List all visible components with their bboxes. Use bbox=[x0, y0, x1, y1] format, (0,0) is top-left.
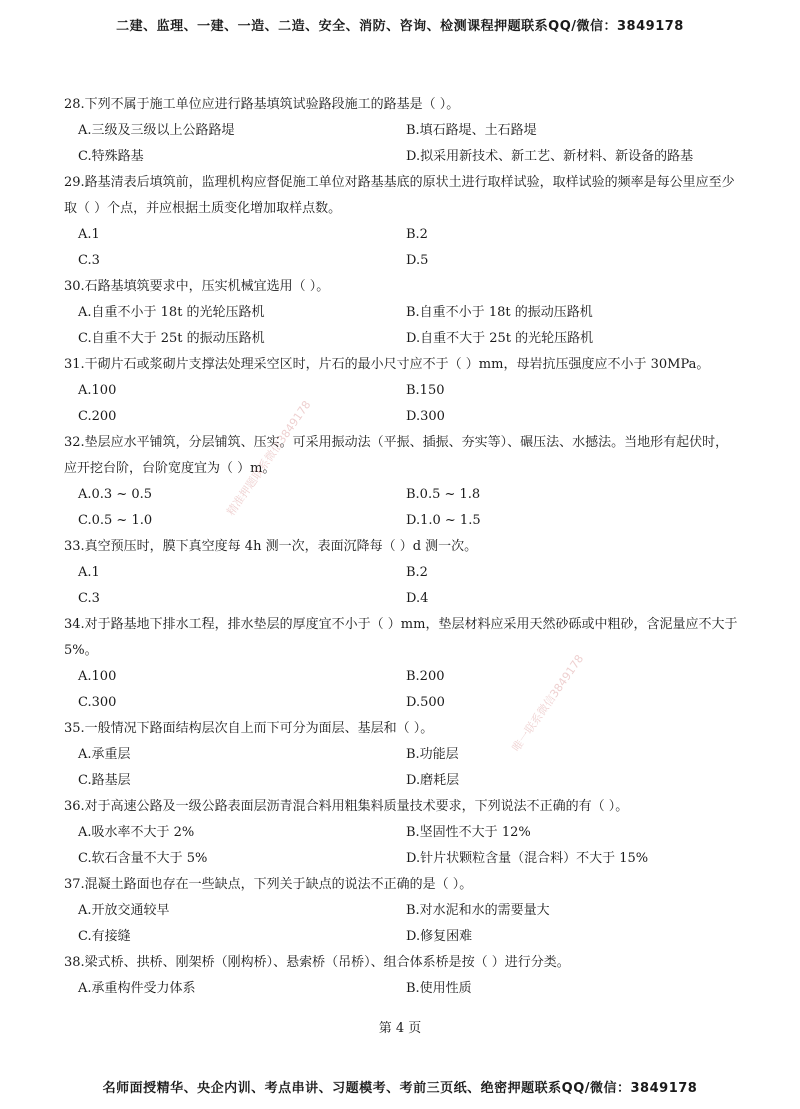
header-banner: 二建、监理、一建、一造、二造、安全、消防、咨询、检测课程押题联系QQ/微信：3849178 bbox=[116, 19, 684, 34]
option-row bbox=[64, 768, 739, 794]
option-c: C.软石含量不大于 5% bbox=[78, 851, 208, 866]
option-c: C.300 bbox=[78, 695, 117, 710]
question-list bbox=[64, 92, 739, 1002]
option-b: B.200 bbox=[406, 669, 445, 684]
option-a: A.0.3 ~ 0.5 bbox=[78, 487, 153, 502]
question-stem: 38.梁式桥、拱桥、刚架桥（刚构桥）、悬索桥（吊桥）、组合体系桥是按（ ）进行分类。 bbox=[64, 955, 570, 970]
option-a: A.100 bbox=[78, 669, 117, 684]
option-d: D.5 bbox=[406, 253, 429, 268]
option-c: C.自重不大于 25t 的振动压路机 bbox=[78, 331, 265, 346]
option-row bbox=[64, 404, 739, 430]
option-d: D.修复困难 bbox=[406, 929, 473, 944]
option-row bbox=[64, 924, 739, 950]
question-30 bbox=[64, 274, 739, 352]
question-35 bbox=[64, 716, 739, 794]
question-stem: 29.路基清表后填筑前，监理机构应督促施工单位对路基基底的原状土进行取样试验，取样试验的频率是每公里应至少取（ ）个点，并应根据土质变化增加取样点数。 bbox=[64, 175, 735, 216]
option-b: B.使用性质 bbox=[406, 981, 472, 996]
option-b: B.对水泥和水的需要量大 bbox=[406, 903, 550, 918]
option-row bbox=[64, 248, 739, 274]
option-a: A.吸水率不大于 2% bbox=[78, 825, 195, 840]
question-31 bbox=[64, 352, 739, 430]
option-row bbox=[64, 664, 739, 690]
footer-banner: 名师面授精华、央企内训、考点串讲、习题模考、考前三页纸、绝密押题联系QQ/微信：3849178 bbox=[102, 1081, 698, 1096]
option-row bbox=[64, 898, 739, 924]
option-c: C.3 bbox=[78, 253, 100, 268]
question-32 bbox=[64, 430, 739, 534]
option-b: B.0.5 ~ 1.8 bbox=[406, 487, 481, 502]
option-d: D.1.0 ~ 1.5 bbox=[406, 513, 481, 528]
option-row bbox=[64, 144, 739, 170]
question-stem: 36.对于高速公路及一级公路表面层沥青混合料用粗集料质量技术要求，下列说法不正确的有（ ）。 bbox=[64, 799, 629, 814]
option-c: C.0.5 ~ 1.0 bbox=[78, 513, 153, 528]
watermark: 精准押题联系微信3849178 bbox=[224, 398, 314, 519]
option-row bbox=[64, 690, 739, 716]
option-d: D.4 bbox=[406, 591, 429, 606]
option-row bbox=[64, 222, 739, 248]
option-a: A.自重不小于 18t 的光轮压路机 bbox=[78, 305, 265, 320]
option-c: C.路基层 bbox=[78, 773, 131, 788]
option-row bbox=[64, 586, 739, 612]
watermark: 唯一联系微信3849178 bbox=[509, 652, 587, 755]
option-row bbox=[64, 742, 739, 768]
option-row bbox=[64, 482, 739, 508]
option-row bbox=[64, 378, 739, 404]
option-row bbox=[64, 118, 739, 144]
question-29 bbox=[64, 170, 739, 274]
question-stem: 33.真空预压时，膜下真空度每 4h 测一次，表面沉降每（ ）d 测一次。 bbox=[64, 539, 478, 554]
option-a: A.承重层 bbox=[78, 747, 131, 762]
option-d: D.自重不大于 25t 的光轮压路机 bbox=[406, 331, 594, 346]
option-d: D.500 bbox=[406, 695, 445, 710]
question-stem: 35.一般情况下路面结构层次自上而下可分为面层、基层和（ ）。 bbox=[64, 721, 434, 736]
option-b: B.坚固性不大于 12% bbox=[406, 825, 531, 840]
option-row bbox=[64, 508, 739, 534]
page-number: 第 4 页 bbox=[378, 1021, 422, 1036]
option-row bbox=[64, 820, 739, 846]
option-b: B.2 bbox=[406, 227, 428, 242]
option-a: A.承重构件受力体系 bbox=[78, 981, 196, 996]
option-row bbox=[64, 976, 739, 1002]
question-stem: 28.下列不属于施工单位应进行路基填筑试验路段施工的路基是（ ）。 bbox=[64, 97, 460, 112]
option-a: A.1 bbox=[78, 227, 100, 242]
option-c: C.特殊路基 bbox=[78, 149, 144, 164]
option-c: C.200 bbox=[78, 409, 117, 424]
question-stem: 31.干砌片石或浆砌片支撑法处理采空区时，片石的最小尺寸应不于（ ）mm，母岩抗压强度应不小于 30MPa。 bbox=[64, 357, 710, 372]
option-d: D.拟采用新技术、新工艺、新材料、新设备的路基 bbox=[406, 149, 694, 164]
option-b: B.150 bbox=[406, 383, 445, 398]
option-a: A.100 bbox=[78, 383, 117, 398]
option-b: B.自重不小于 18t 的振动压路机 bbox=[406, 305, 593, 320]
question-stem: 37.混凝土路面也存在一些缺点，下列关于缺点的说法不正确的是（ ）。 bbox=[64, 877, 473, 892]
option-a: A.开放交通较早 bbox=[78, 903, 170, 918]
option-c: C.3 bbox=[78, 591, 100, 606]
option-b: B.填石路堤、土石路堤 bbox=[406, 123, 537, 138]
question-stem: 30.石路基填筑要求中，压实机械宜选用（ ）。 bbox=[64, 279, 330, 294]
question-stem: 32.垫层应水平铺筑，分层铺筑、压实。可采用振动法（平振、插振、夯实等）、碾压法、水撼法。当地形有起伏时，应开挖台阶，台阶宽度宜为（ ）m。 bbox=[64, 435, 729, 476]
option-row bbox=[64, 560, 739, 586]
option-c: C.有接缝 bbox=[78, 929, 131, 944]
question-38 bbox=[64, 950, 739, 1002]
option-a: A.三级及三级以上公路路堤 bbox=[78, 123, 235, 138]
option-b: B.2 bbox=[406, 565, 428, 580]
option-row bbox=[64, 326, 739, 352]
option-row bbox=[64, 300, 739, 326]
question-33 bbox=[64, 534, 739, 612]
option-d: D.300 bbox=[406, 409, 445, 424]
question-28 bbox=[64, 92, 739, 170]
option-row bbox=[64, 846, 739, 872]
question-36 bbox=[64, 794, 739, 872]
question-stem: 34.对于路基地下排水工程，排水垫层的厚度宜不小于（ ）mm，垫层材料应采用天然砂砾或中粗砂，含泥量应不大于 5%。 bbox=[64, 617, 738, 658]
option-d: D.针片状颗粒含量（混合料）不大于 15% bbox=[406, 851, 649, 866]
option-d: D.磨耗层 bbox=[406, 773, 460, 788]
option-b: B.功能层 bbox=[406, 747, 459, 762]
option-a: A.1 bbox=[78, 565, 100, 580]
question-34 bbox=[64, 612, 739, 716]
question-37 bbox=[64, 872, 739, 950]
